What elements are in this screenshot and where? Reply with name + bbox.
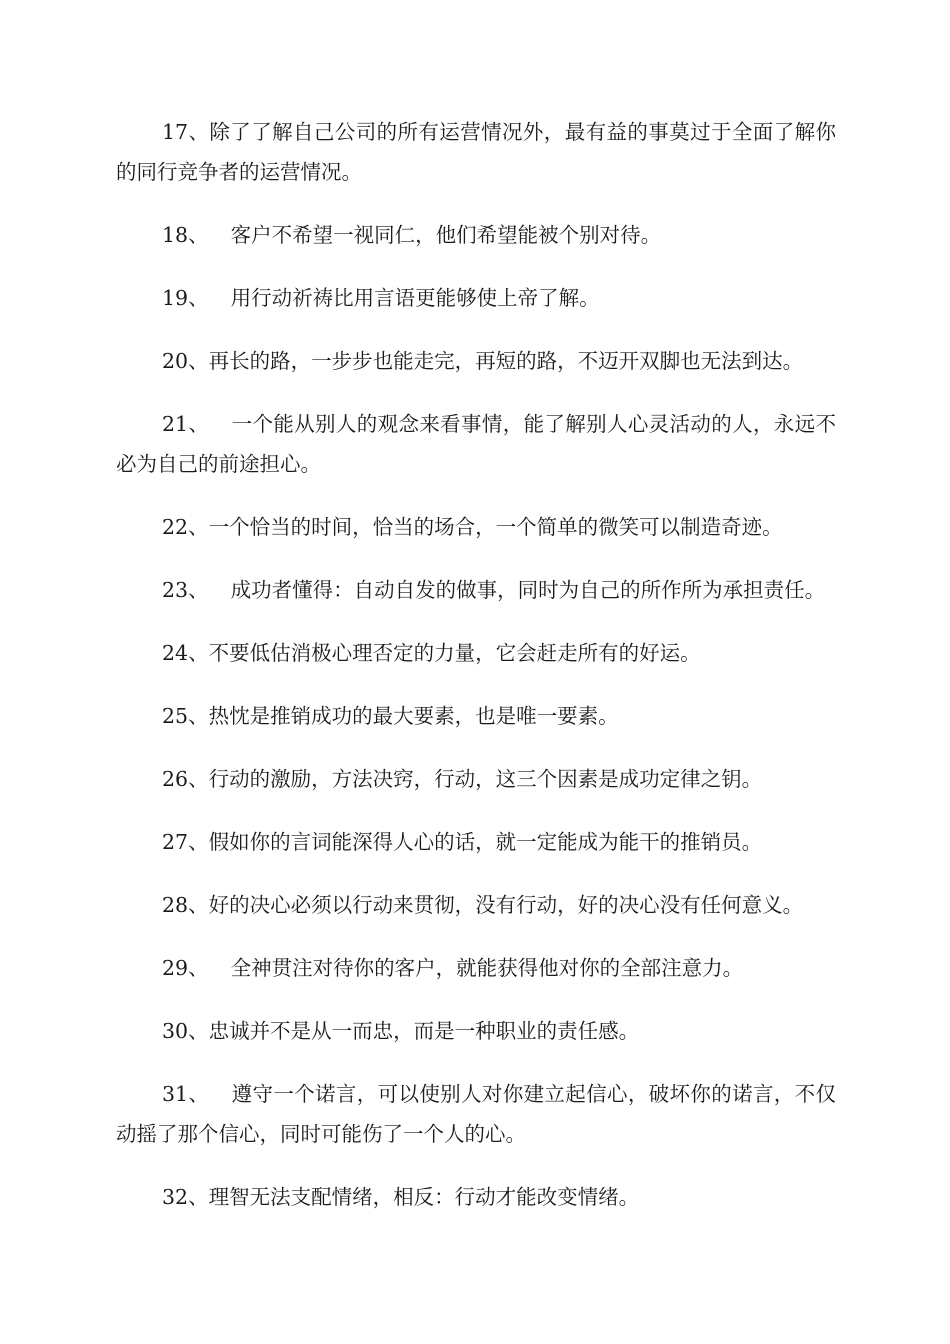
- paragraph-24: [116, 633, 836, 673]
- item-number: 21、: [162, 412, 210, 436]
- item-text: 再长的路，一步步也能走完，再短的路，不迈开双脚也无法到达。: [208, 349, 804, 373]
- item-text: 一个能从别人的观念来看事情，能了解别人心灵活动的人，永远不必为自己的前途担心。: [116, 412, 836, 476]
- item-text: 成功者懂得：自动自发的做事，同时为自己的所作所为承担责任。: [230, 578, 826, 602]
- paragraph-30: [116, 1011, 836, 1051]
- item-text: 客户不希望一视同仁，他们希望能被个别对待。: [230, 223, 662, 247]
- paragraph-28: [116, 885, 836, 925]
- item-text: 理智无法支配情绪，相反：行动才能改变情绪。: [208, 1185, 640, 1209]
- item-number: 24、: [162, 641, 209, 665]
- paragraph-22: [116, 507, 836, 547]
- paragraph-23: [116, 570, 836, 610]
- item-text: 行动的激励，方法决窍，行动，这三个因素是成功定律之钥。: [208, 767, 763, 791]
- item-number: 22、: [162, 515, 209, 539]
- paragraph-17: [116, 112, 836, 192]
- item-number: 30、: [162, 1019, 209, 1043]
- item-number: 19、: [162, 286, 209, 310]
- item-number: 26、: [162, 767, 209, 791]
- paragraph-18: [116, 215, 836, 255]
- paragraph-20: [116, 341, 836, 381]
- item-number: 29、: [162, 956, 209, 980]
- item-number: 32、: [162, 1185, 209, 1209]
- item-text: 热忱是推销成功的最大要素，也是唯一要素。: [208, 704, 619, 728]
- paragraph-19: [116, 278, 836, 318]
- item-number: 28、: [162, 893, 209, 917]
- paragraph-26: [116, 759, 836, 799]
- item-number: 31、: [162, 1082, 210, 1106]
- item-text: 忠诚并不是从一而忠，而是一种职业的责任感。: [208, 1019, 640, 1043]
- item-text: 遵守一个诺言，可以使别人对你建立起信心，破坏你的诺言，不仅动摇了那个信心，同时可能伤了一个人的心。: [116, 1082, 836, 1146]
- item-text: 用行动祈祷比用言语更能够使上帝了解。: [230, 286, 600, 310]
- item-number: 27、: [162, 830, 209, 854]
- item-number: 20、: [162, 349, 209, 373]
- item-text: 全神贯注对待你的客户，就能获得他对你的全部注意力。: [230, 956, 744, 980]
- paragraph-27: [116, 822, 836, 862]
- item-text: 不要低估消极心理否定的力量，它会赶走所有的好运。: [208, 641, 701, 665]
- document-body: [116, 112, 836, 1240]
- paragraph-31: [116, 1074, 836, 1154]
- item-number: 25、: [162, 704, 209, 728]
- item-text: 一个恰当的时间，恰当的场合，一个简单的微笑可以制造奇迹。: [208, 515, 783, 539]
- item-text: 好的决心必须以行动来贯彻，没有行动，好的决心没有任何意义。: [208, 893, 804, 917]
- item-number: 18、: [162, 223, 209, 247]
- item-text: 除了了解自己公司的所有运营情况外，最有益的事莫过于全面了解你的同行竞争者的运营情况。: [116, 120, 836, 184]
- item-text: 假如你的言词能深得人心的话，就一定能成为能干的推销员。: [208, 830, 763, 854]
- paragraph-25: [116, 696, 836, 736]
- paragraph-32: [116, 1177, 836, 1217]
- item-number: 17、: [162, 120, 210, 144]
- paragraph-21: [116, 404, 836, 484]
- item-number: 23、: [162, 578, 209, 602]
- paragraph-29: [116, 948, 836, 988]
